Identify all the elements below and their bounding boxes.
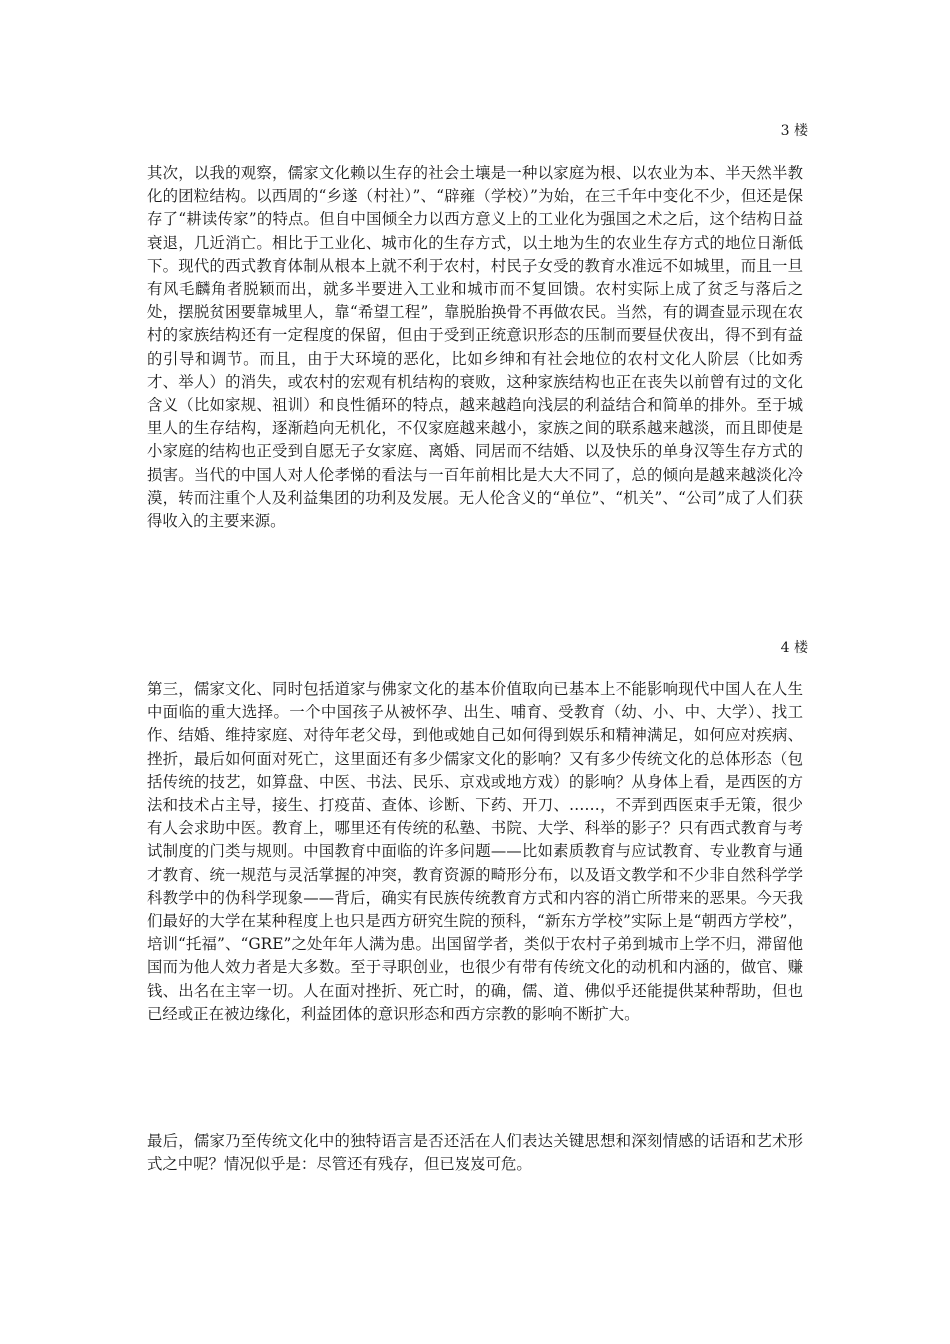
paragraph-third-point: 第三，儒家文化、同时包括道家与佛家文化的基本价值取向已基本上不能影响现代中国人在人生中面临的重大选择。一个中国孩子从被怀孕、出生、哺育、受教育（幼、小、中、大学）、找工作、结婚、维持家庭、对待年老父母，到他或她自己如何得到娱乐和精神满足，如何应对疾病、挫折，最后如何面对死亡，这里面还有多少儒家文化的影响？又有多少传统文化的总体形态（包括传统的技艺，如算盘、中医、书法、民乐、京戏或地方戏）的影响？从身体上看，是西医的方法和技术占主导，接生、打疫苗、查体、诊断、下药、开刀、……，不弄到西医束手无策，很少有人会求助中医。教育上，哪里还有传统的私塾、书院、大学、科举的影子？只有西式教育与考试制度的门类与规则。中国教育中面临的许多问题——比如素质教育与应试教育、专业教育与通才教育、统一规范与灵活掌握的冲突，教育资源的畸形分布，以及语文教学和不少非自然科学学科教学中的伪科学现象——背后，确实有民族传统教育方式和内容的消亡所带来的恶果。今天我们最好的大学在某种程度上也只是西方研究生院的预科，“新东方学校”实际上是“朝西方学校”，培训“托福”、“GRE”之处年年人满为患。出国留学者，类似于农村子弟到城市上学不归，滞留他国而为他人效力者是大多数。至于寻职创业，也很少有带有传统文化的动机和内涵的，做官、赚钱、出名在主宰一切。人在面对挫折、死亡时，的确，儒、道、佛似乎还能提供某种帮助，但也已经或正在被边缘化，利益团体的意识形态和西方宗教的影响不断扩大。 (147, 680, 803, 1023)
floor-label-3: 3 楼 (780, 123, 808, 139)
floor-label-4: 4 楼 (780, 640, 808, 656)
paragraph-second-point: 其次，以我的观察，儒家文化赖以生存的社会土壤是一种以家庭为根、以农业为本、半天然半教化的团粒结构。以西周的“乡遂（村社）”、“辟雍（学校）”为始，在三千年中变化不少，但还是保存了“耕读传家”的特点。但自中国倾全力以西方意义上的工业化为强国之术之后，这个结构日益衰退，几近消亡。相比于工业化、城市化的生存方式，以土地为生的农业生存方式的地位日渐低下。现代的西式教育体制从根本上就不利于农村，村民子女受的教育水准远不如城里，而且一旦有风毛麟角者脱颖而出，就多半要进入工业和城市而不复回馈。农村实际上成了贫乏与落后之处，摆脱贫困要靠城里人，靠“希望工程”，靠脱胎换骨不再做农民。当然，有的调查显示现在农村的家族结构还有一定程度的保留，但由于受到正统意识形态的压制而要昼伏夜出，得不到有益的引导和调节。而且，由于大环境的恶化，比如乡绅和有社会地位的农村文化人阶层（比如秀才、举人）的消失，或农村的宏观有机结构的衰败，这种家族结构也正在丧失以前曾有过的文化含义（比如家规、祖训）和良性循环的特点，越来越趋向浅层的利益结合和简单的排外。至于城里人的生存结构，逐渐趋向无机化，不仅家庭越来越小，家族之间的联系越来越淡，而且即使是小家庭的结构也正受到自愿无子女家庭、离婚、同居而不结婚、以及快乐的单身汉等生存方式的损害。当代的中国人对人伦孝悌的看法与一百年前相比是大大不同了，总的倾向是越来越淡化冷漠，转而注重个人及利益集团的功利及发展。无人伦含义的“单位”、“机关”、“公司”成了人们获得收入的主要来源。 (147, 164, 803, 531)
paragraph-final-point: 最后，儒家乃至传统文化中的独特语言是否还活在人们表达关键思想和深刻情感的话语和艺术形式之中呢？情况似乎是：尽管还有残存，但已岌岌可危。 (147, 1132, 803, 1174)
